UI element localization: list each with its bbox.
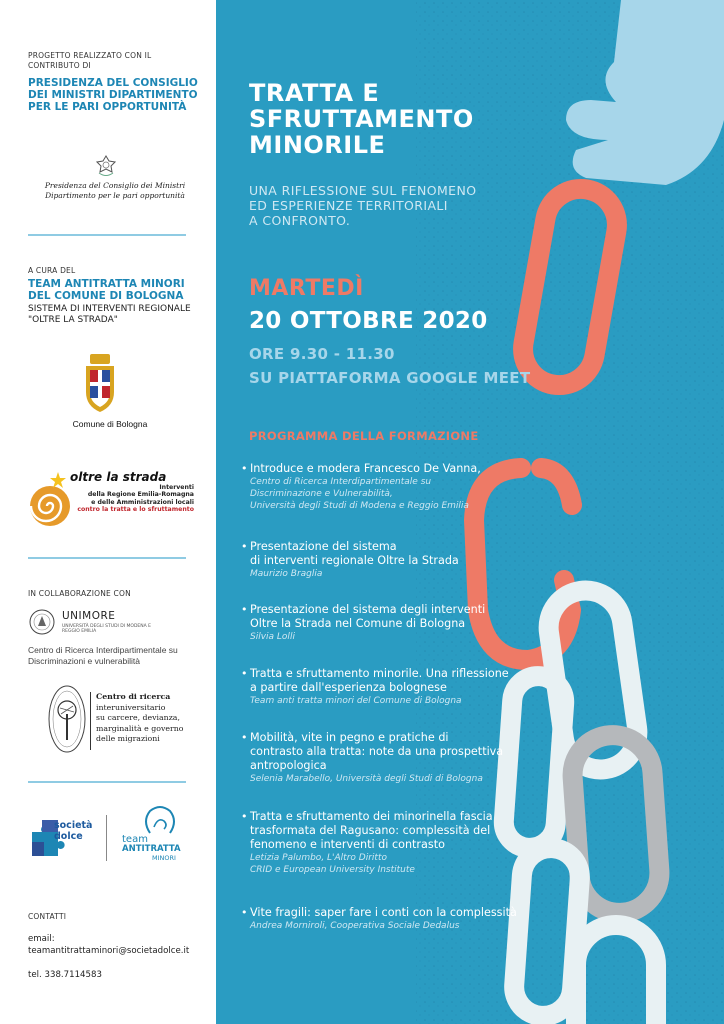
program-item (241, 540, 550, 580)
presidency-text: PRESIDENZA DEL CONSIGLIO DEI MINISTRI DIPARTIMENTO PER LE PARI OPPORTUNITÀ (28, 77, 198, 113)
program-item-title: trasformata del Ragusano: complessità del (250, 824, 491, 837)
unimore-logo (62, 610, 115, 622)
centro-line2: interuniversitario (96, 702, 166, 712)
oltre-sub2: della Regione Emilia-Romagna (87, 491, 194, 499)
oltre-subtext (64, 484, 194, 513)
divider (28, 781, 186, 783)
title-line2: SFRUTTAMENTO (249, 105, 474, 133)
program-item-title: Introduce e modera Francesco De Vanna, (250, 462, 481, 475)
subtitle-line3: A CONFRONTO. (249, 213, 351, 228)
chain-link-white-4 (576, 925, 656, 1024)
team-logo-2: ANTITRATTA (122, 844, 181, 854)
presidency-logo-line1: Presidenza del Consiglio dei Ministri (44, 181, 186, 190)
program-item-sub: Silvia Lolli (250, 632, 295, 642)
program-item (241, 462, 550, 512)
program-item-sub: CRID e European University Institute (250, 865, 415, 875)
program-item-title: Presentazione del sistema (250, 540, 397, 553)
program-item-title: fenomeno e interventi di contrasto (250, 838, 445, 851)
program-item-title: di interventi regionale Oltre la Strada (250, 554, 459, 567)
program-item-sub: Selenia Marabello, Università degli Studi di Bologna (250, 774, 483, 784)
program-item-title: Mobilità, vite in pegno e pratiche di (250, 731, 449, 744)
program-item (241, 731, 550, 785)
event-day: MARTEDÌ (249, 276, 364, 301)
phone-text: tel. 338.7114583 (28, 970, 102, 980)
email-link[interactable]: teamantitrattaminori@societadolce.it (28, 946, 190, 956)
bullet-icon: • (241, 462, 248, 475)
bologna-crest-icon (80, 352, 120, 414)
subtitle (249, 183, 549, 228)
centro-line1: Centro di ricerca (96, 692, 171, 701)
program-item-title: contrasto alla tratta: note da una prospettiva (250, 745, 504, 758)
program-item (241, 603, 550, 643)
oltre-sub1: Interventi (159, 484, 194, 491)
contacts-label: CONTATTI (28, 912, 67, 921)
centro-line4: marginalità e governo (96, 723, 184, 733)
event-date: 20 OTTOBRE 2020 (249, 308, 488, 334)
team-hand-icon (138, 803, 182, 837)
collab-label: IN COLLABORAZIONE CON (28, 589, 131, 598)
republic-emblem-icon (96, 155, 116, 177)
program-item-title: Tratta e sfruttamento dei minorinella fascia (250, 810, 493, 823)
title-line1: TRATTA E (249, 79, 380, 107)
program-item-sub: Università degli Studi di Modena e Reggio Emilia (250, 501, 469, 511)
program-item-title: Vite fragili: saper fare i conti con la complessità (250, 906, 517, 919)
subtitle-line1: UNA RIFLESSIONE SUL FENOMENO (249, 183, 477, 198)
unimore-seal-icon (28, 608, 56, 636)
subtitle-line2: ED ESPERIENZE TERRITORIALI (249, 198, 448, 213)
comune-label: Comune di Bologna (72, 419, 148, 429)
team-logo-1: team (122, 834, 148, 845)
program-item-sub: Maurizio Braglia (250, 569, 323, 579)
program-title: PROGRAMMA DELLA FORMAZIONE (249, 429, 479, 443)
divider (28, 557, 186, 559)
bullet-icon: • (241, 810, 248, 823)
program-item-title: Presentazione del sistema degli interventi (250, 603, 486, 616)
centro-text (90, 692, 186, 750)
unimore-sub: UNIVERSITÀ DEGLI STUDI DI MODENA E REGGIO EMILIA (62, 624, 151, 635)
team-logo-3: MINORI (152, 854, 176, 862)
divider (28, 234, 186, 236)
program-item-title: antropologica (250, 759, 327, 772)
program-item-sub: Letizia Palumbo, L'Altro Diritto (250, 853, 387, 863)
program-item-sub: Centro di Ricerca Interdipartimentale su (250, 477, 432, 487)
program-item-title: Oltre la Strada nel Comune di Bologna (250, 617, 466, 630)
system-text: SISTEMA DI INTERVENTI REGIONALE "OLTRE LA STRADA" (28, 304, 191, 325)
program-item-sub: Andrea Morniroli, Cooperativa Sociale Dedalus (250, 921, 460, 931)
event-platform: SU PIATTAFORMA GOOGLE MEET (249, 369, 531, 387)
oltre-sub4: contro la tratta e lo sfruttamento (77, 505, 194, 513)
crid-text: Centro di Ricerca Interdipartimentale su Discriminazioni e vulnerabilità (28, 645, 178, 666)
team-antitratta-logo-text (122, 836, 192, 862)
team-title: TEAM ANTITRATTA MINORI DEL COMUNE DI BOLOGNA (28, 278, 185, 302)
curated-label: A CURA DEL (28, 266, 76, 275)
centro-tree-seal-icon (48, 684, 86, 754)
program-item-sub: Discriminazione e Vulnerabilità, (250, 489, 393, 499)
centro-line5: delle migrazioni (96, 734, 160, 743)
bullet-icon: • (241, 603, 248, 616)
program-item-sub: Team anti tratta minori del Comune di Bologna (250, 696, 462, 706)
program-item-title: a partire dall'esperienza bolognese (250, 681, 447, 694)
bullet-icon: • (241, 540, 248, 553)
project-label: PROGETTO REALIZZATO CON IL CONTRIBUTO DI (28, 51, 152, 70)
centro-line3: su carcere, devianza, (96, 713, 180, 722)
program-item-title: Tratta e sfruttamento minorile. Una riflessione (250, 667, 509, 680)
bullet-icon: • (241, 906, 248, 919)
presidency-logo-line2: Dipartimento per le pari opportunità (45, 191, 185, 200)
logo-divider (106, 815, 107, 861)
unimore-name: UNIMORE (62, 610, 116, 622)
hand-shape (566, 0, 724, 185)
presidency-logo-text (30, 181, 200, 201)
title-line3: MINORILE (249, 131, 386, 159)
bullet-icon: • (241, 731, 248, 744)
program-item (241, 667, 550, 707)
bullet-icon: • (241, 667, 248, 680)
sidebar (0, 0, 216, 1024)
page-title (249, 80, 549, 158)
societa-dolce-text: società dolce (54, 820, 93, 842)
program-item (241, 810, 550, 876)
oltre-title: oltre la strada (70, 470, 167, 484)
event-time: ORE 9.30 - 11.30 (249, 345, 395, 363)
main-panel (216, 0, 724, 1024)
program-item (241, 906, 560, 932)
email-label: email: (28, 934, 55, 944)
oltre-sub3: e delle Amministrazioni locali (91, 498, 194, 506)
